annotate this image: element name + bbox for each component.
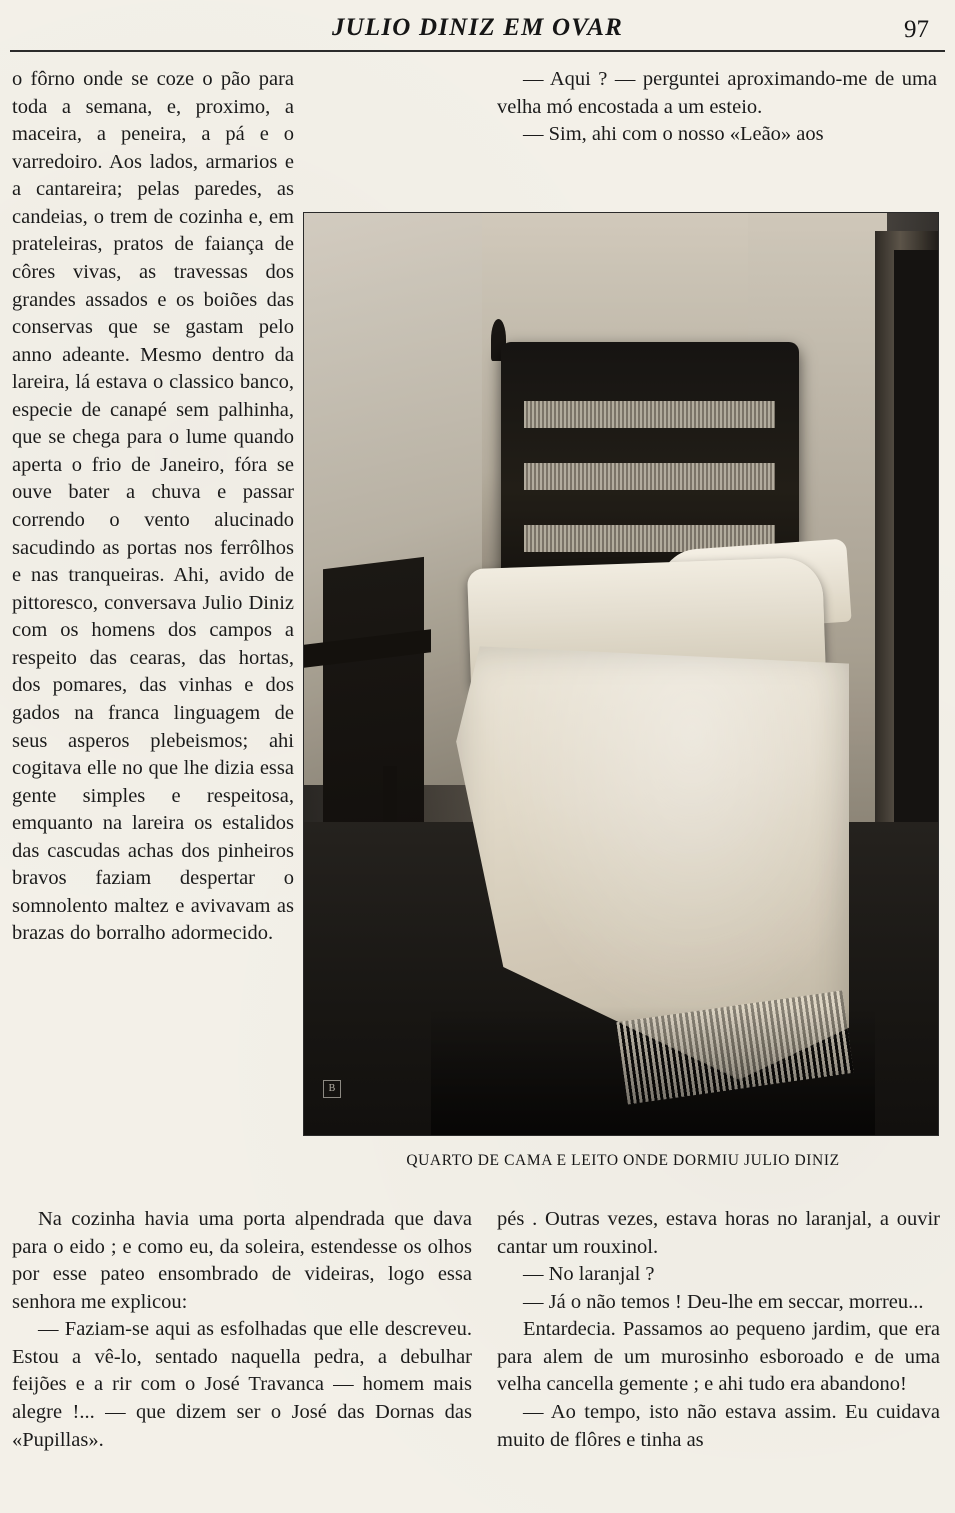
column-left-bottom xyxy=(12,1206,472,1454)
paragraph: — No laranjal ? xyxy=(523,1263,655,1286)
paragraph: Na cozinha havia uma porta alpendrada que dava para o eido ; e como eu, da soleira, estendesse os olhos por esse pateo ensombrado de videiras, logo essa senhora me explicou: xyxy=(12,1208,472,1313)
running-title: JULIO DINIZ EM OVAR xyxy=(331,14,624,41)
headboard-slat xyxy=(524,401,774,428)
headboard-slat xyxy=(524,463,774,490)
figure-caption: QUARTO DE CAMA E LEITO ONDE DORMIU JULIO DINIZ xyxy=(406,1152,840,1169)
page-number: 97 xyxy=(904,16,929,43)
paragraph: — Faziam-se aqui as esfolhadas que elle descreveu. Estou a vê-lo, sentado naquella pedra, a debulhar feijões e a rir com o José Travanca — homem mais alegre !... — que dizem ser o José das Dornas das «Pupillas». xyxy=(12,1318,472,1451)
chair-back xyxy=(323,557,424,846)
column-left-top xyxy=(12,66,294,948)
paragraph: Entardecia. Passamos ao pequeno jardim, que era para alem de um murosinho esboroado e de uma velha cancella gemente ; e ahi tudo era abandono! xyxy=(497,1318,940,1396)
photograph-bedroom xyxy=(303,212,939,1136)
paragraph: — Aqui ? — perguntei aproximando-me de uma velha mó encostada a um esteio. xyxy=(497,68,937,118)
paragraph: — Ao tempo, isto não estava assim. Eu cuidava muito de flôres e tinha as xyxy=(497,1400,940,1451)
paragraph: — Sim, ahi com o nosso «Leão» aos xyxy=(523,123,824,146)
paragraph: pés . Outras vezes, estava horas no laranjal, a ouvir cantar um rouxinol. xyxy=(497,1208,940,1258)
header-rule xyxy=(10,50,945,52)
floor-shadow xyxy=(431,1006,875,1135)
column-right-bottom xyxy=(497,1206,940,1454)
column-right-top xyxy=(497,66,937,149)
paragraph: o fôrno onde se coze o pão para toda a semana, e, proximo, a maceira, a peneira, a pá e o varredoiro. Aos lados, armarios e a cantareira; pelas paredes, as candeias, o trem de cozinha e, em prateleiras, pratos de faiança de côres vivas, as travessas dos grandes assados e os boiões das conservas que se gastam pelo anno adeante. Mesmo dentro da lareira, lá estava o classico banco, especie de canapé sem palhinha, que se chega para o lume quando aperta o frio de Janeiro, fóra se ouve bater a chuva e passar correndo o vento alucinado sacudindo as portas nos ferrôlhos e nas tranqueiras. Ahi, avido de pittoresco, conversava Julio Diniz com os homens dos campos a respeito das cearas, das hortas, dos pomares, das vinhas e dos gados na franca linguagem de seus asperos plebeismos; ahi cogitava elle no que lhe dizia essa gente simples e respeitosa, emquanto na lareira os estalidos das cascudas achas dos pinheiros bravos faziam despertar o somnolento maltez e avivavam as brazas do borralho adormecido. xyxy=(12,68,294,945)
photo-surface xyxy=(304,213,938,1135)
doorway xyxy=(894,250,938,914)
photographer-stamp: B xyxy=(323,1080,341,1098)
paragraph: — Já o não temos ! Deu-lhe em seccar, morreu... xyxy=(523,1290,924,1313)
page-header xyxy=(0,14,955,54)
